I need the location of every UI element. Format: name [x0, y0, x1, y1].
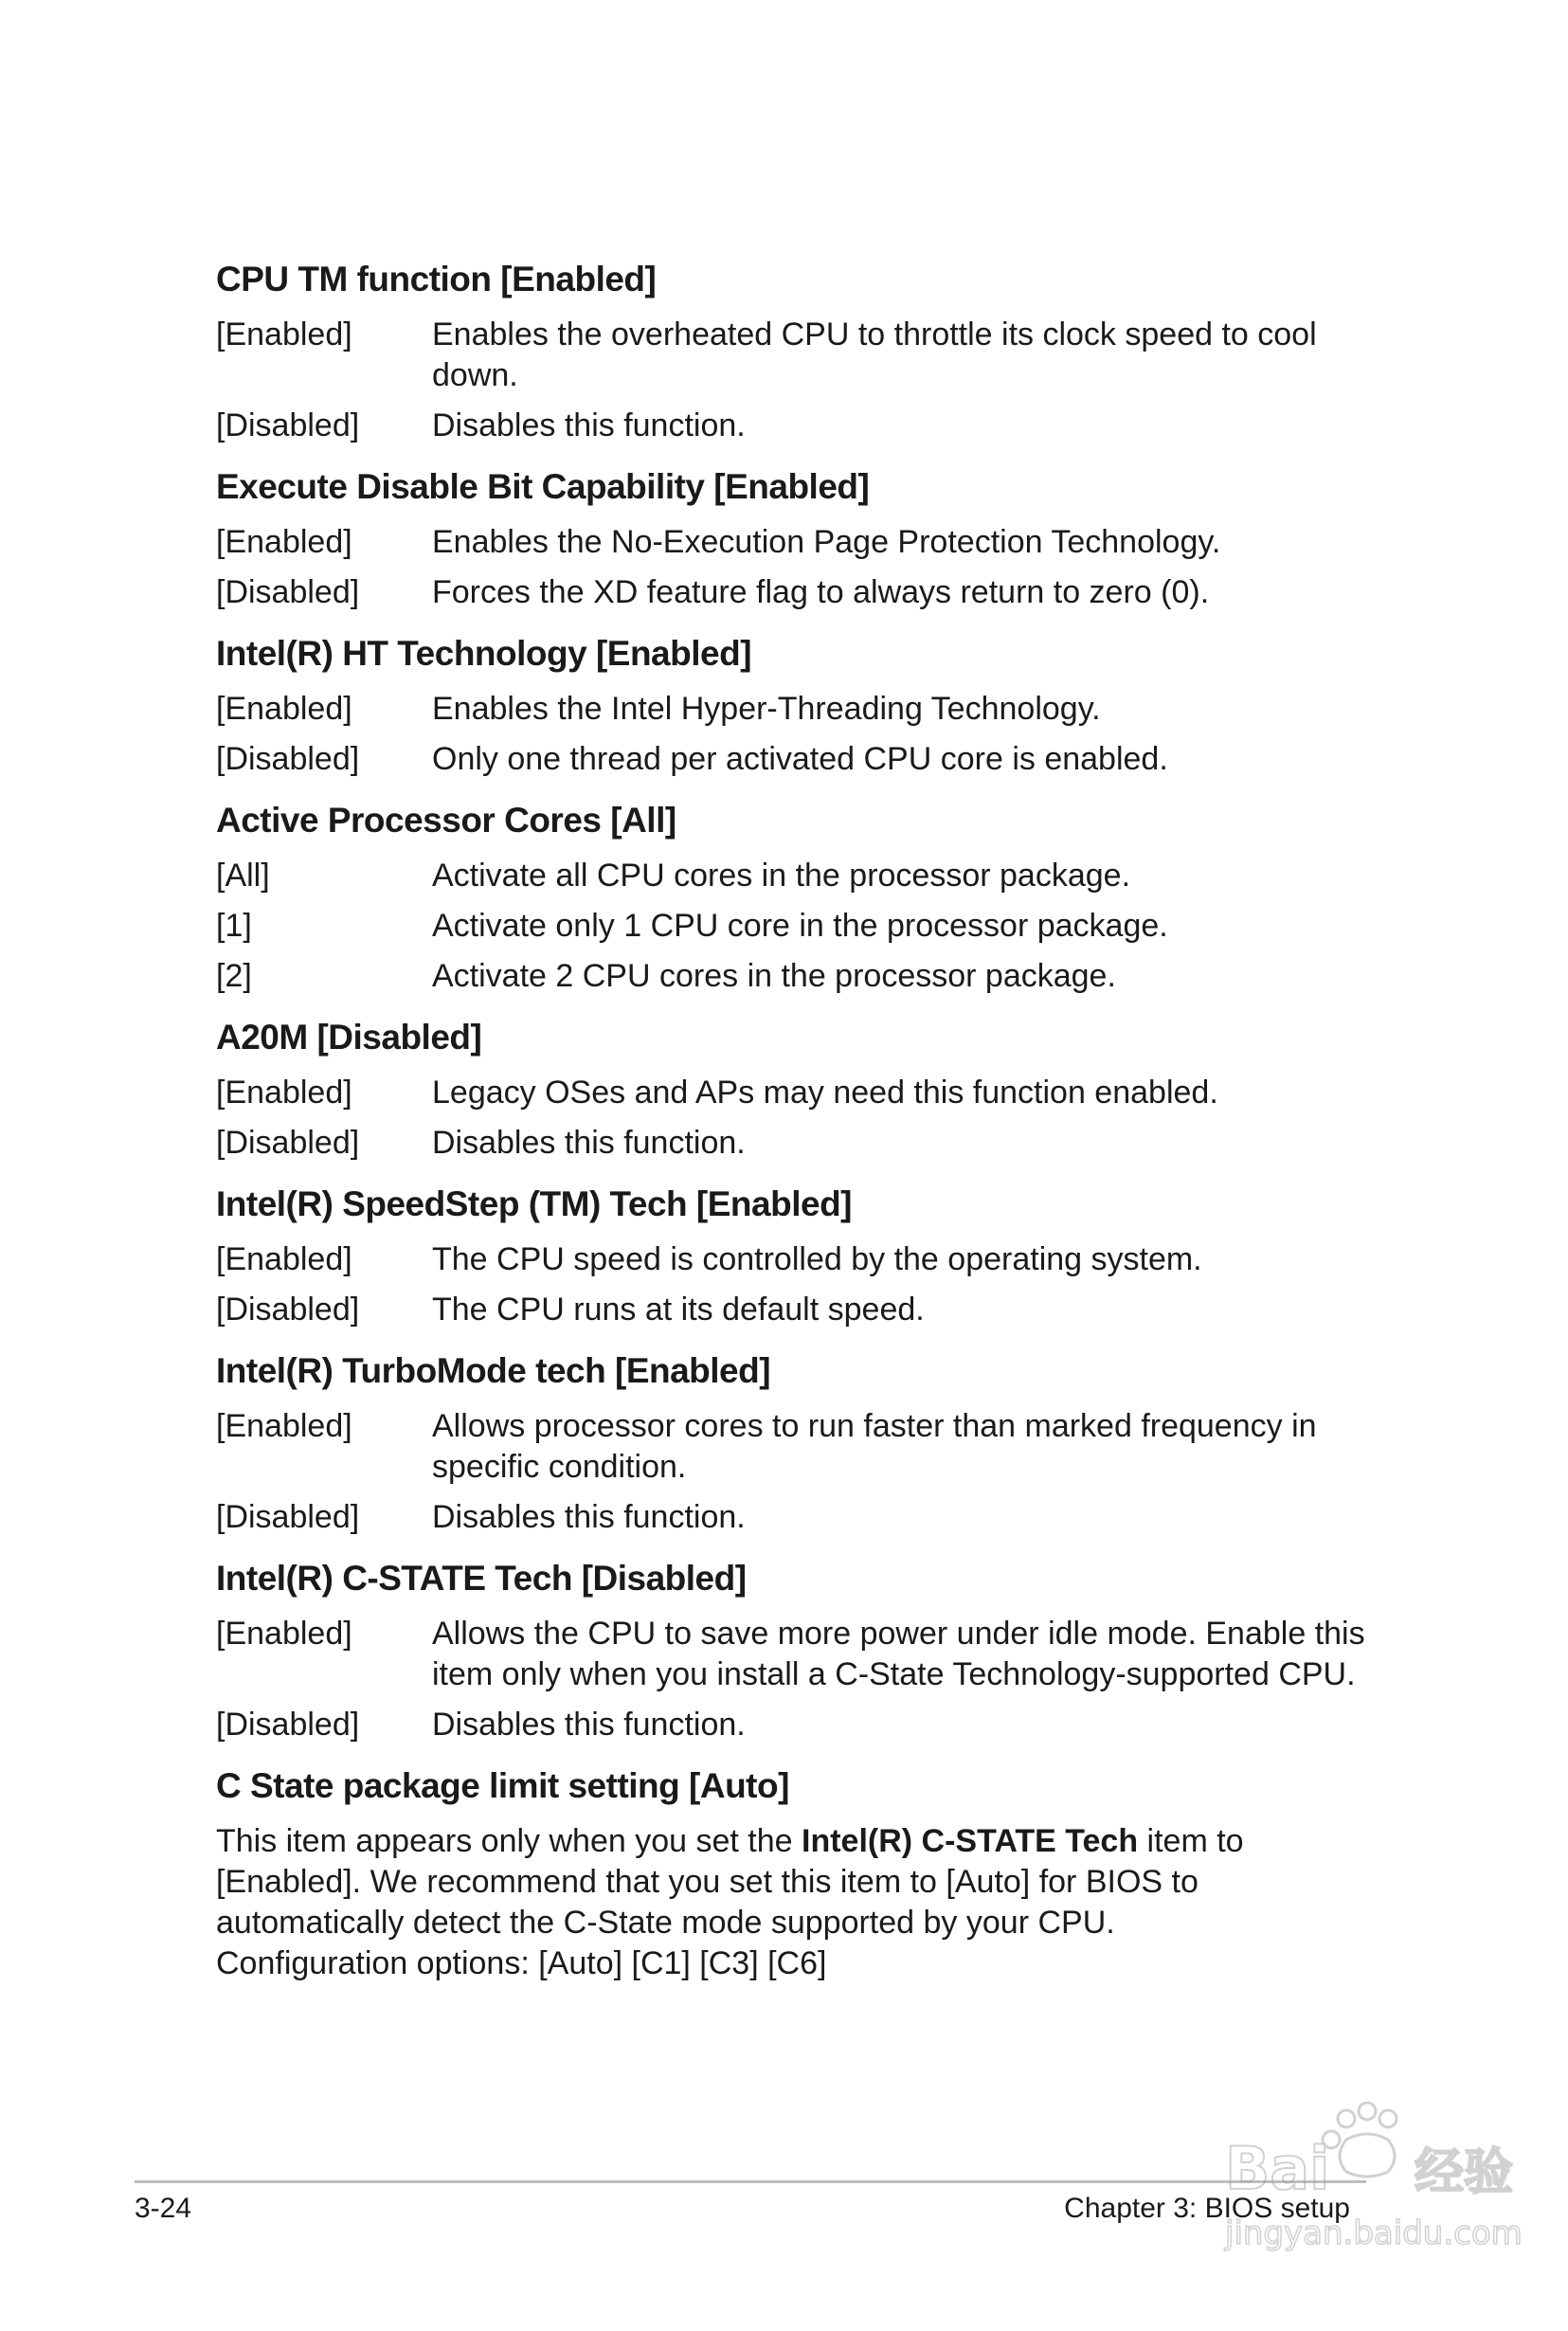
bios-option-value: [Enabled] [216, 1241, 352, 1277]
bios-item-heading: Intel(R) SpeedStep (TM) Tech [Enabled] [216, 1184, 852, 1223]
watermark-url: jingyan.baidu.com [1225, 2214, 1523, 2252]
bios-option-row [216, 1123, 1381, 1164]
bios-option-description: The CPU speed is controlled by the operating system. [432, 1241, 1202, 1277]
bios-option-value: [Enabled] [216, 1075, 352, 1111]
bios-option-row [216, 1497, 1381, 1538]
bios-option-row [216, 1705, 1381, 1745]
bios-item-options [216, 1614, 1381, 1745]
bios-option-row [216, 856, 1381, 896]
bios-option-description: Disables this function. [432, 407, 746, 443]
bios-option-row [216, 1614, 1381, 1695]
bios-item-reference: Intel(R) C-STATE Tech [802, 1823, 1139, 1859]
bios-option-value: [Disabled] [216, 741, 360, 777]
bios-option-value: [Disabled] [216, 1292, 360, 1328]
bios-item-options [216, 856, 1381, 997]
bios-option-description: Disables this function. [432, 1707, 746, 1743]
bios-item-section [216, 1555, 1381, 1745]
bios-option-row [216, 739, 1381, 780]
bios-option-row [216, 522, 1381, 563]
bios-option-description: Legacy OSes and APs may need this function enabled. [432, 1075, 1218, 1111]
bios-item-section [216, 797, 1381, 997]
bios-item-section [216, 1347, 1381, 1538]
document-body [216, 256, 1381, 2001]
bios-item-heading: C State package limit setting [Auto] [216, 1766, 789, 1805]
bios-option-value: [Enabled] [216, 691, 352, 727]
bios-option-description: Disables this function. [432, 1125, 746, 1161]
bios-option-description: Allows the CPU to save more power under idle mode. Enable this item only when you install a C-State Technology-supported CPU. [432, 1616, 1365, 1692]
bios-item-heading: Intel(R) HT Technology [Enabled] [216, 634, 752, 673]
bios-option-row [216, 1290, 1381, 1330]
bios-option-row [216, 315, 1381, 396]
watermark-logo-cn: 经验 [1415, 2144, 1514, 2201]
bios-item-description: This item appears only when you set the Intel(R) C-STATE Tech item to [Enabled]. We recommend that you set this item to [Auto] for BIOS to automatically detect the C-State mode supported by your CPU. [216, 1823, 1244, 1941]
bios-item-options [216, 1073, 1381, 1164]
bios-option-row [216, 1073, 1381, 1113]
bios-option-row [216, 572, 1381, 613]
bios-item-heading: CPU TM function [Enabled] [216, 260, 657, 298]
bios-option-row [216, 1239, 1381, 1280]
bios-option-description: Activate all CPU cores in the processor package. [432, 858, 1131, 894]
bios-option-row [216, 1406, 1381, 1488]
bios-option-description: The CPU runs at its default speed. [432, 1292, 925, 1328]
watermark-logo-text: Bai [1225, 2134, 1330, 2203]
bios-item-heading: Active Processor Cores [All] [216, 801, 676, 840]
bios-item-section [216, 1014, 1381, 1164]
bios-option-value: [Disabled] [216, 574, 360, 610]
bios-item-heading: Intel(R) C-STATE Tech [Disabled] [216, 1559, 747, 1598]
bios-option-value: [Disabled] [216, 1125, 360, 1161]
bios-item-section [216, 256, 1381, 446]
page-number: 3-24 [135, 2193, 192, 2224]
footer-divider [135, 2180, 1366, 2183]
bios-option-value: [All] [216, 858, 270, 894]
bios-option-value: [Disabled] [216, 1707, 360, 1743]
bios-item-heading: A20M [Disabled] [216, 1018, 482, 1057]
bios-option-value: [2] [216, 958, 252, 994]
bios-option-description: Disables this function. [432, 1499, 746, 1535]
bios-item-options [216, 315, 1381, 446]
bios-option-description: Enables the Intel Hyper-Threading Technology. [432, 691, 1101, 727]
bios-option-value: [Enabled] [216, 1616, 352, 1652]
bios-item-section [216, 1181, 1381, 1330]
bios-item-heading: Execute Disable Bit Capability [Enabled] [216, 467, 870, 506]
bios-option-value: [Disabled] [216, 407, 360, 443]
bios-option-description: Allows processor cores to run faster than marked frequency in specific condition. [432, 1408, 1317, 1485]
bios-option-description: Enables the overheated CPU to throttle its clock speed to cool down. [432, 316, 1317, 393]
bios-item-section [216, 463, 1381, 613]
bios-option-value: [Enabled] [216, 316, 352, 352]
bios-option-value: [1] [216, 908, 252, 944]
bios-option-value: [Enabled] [216, 524, 352, 560]
bios-option-row [216, 406, 1381, 446]
configuration-options: Configuration options: [Auto] [C1] [C3] [C6] [216, 1945, 827, 1981]
bios-item-section [216, 1762, 1381, 1984]
bios-option-row [216, 906, 1381, 947]
bios-item-section [216, 630, 1381, 780]
chapter-title: Chapter 3: BIOS setup [1064, 2193, 1350, 2224]
bios-item-options [216, 689, 1381, 780]
bios-item-heading: Intel(R) TurboMode tech [Enabled] [216, 1351, 771, 1390]
bios-item-options [216, 1239, 1381, 1330]
bios-option-value: [Enabled] [216, 1408, 352, 1444]
bios-option-description: Forces the XD feature flag to always return to zero (0). [432, 574, 1210, 610]
bios-option-row [216, 689, 1381, 730]
bios-option-description: Activate only 1 CPU core in the processor package. [432, 908, 1168, 944]
bios-item-options [216, 522, 1381, 613]
bios-option-description: Enables the No-Execution Page Protection Technology. [432, 524, 1221, 560]
bios-option-row [216, 956, 1381, 997]
bios-option-description: Activate 2 CPU cores in the processor package. [432, 958, 1116, 994]
bios-option-value: [Disabled] [216, 1499, 360, 1535]
bios-option-description: Only one thread per activated CPU core is enabled. [432, 741, 1168, 777]
bios-item-options [216, 1406, 1381, 1538]
